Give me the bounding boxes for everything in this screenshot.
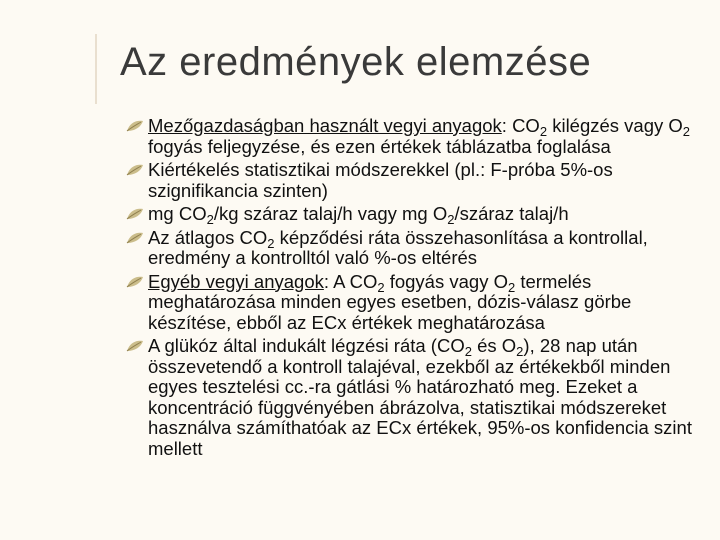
bullet-item-6: A glükóz által indukált légzési ráta ($CO_2$ és $O_2$), 28 nap után összevetendő a kontroll talajéval, ezekből az értékekből minden egyes tesztelési cc.-ra gátlási % határozható meg. Ezeket a koncentráció függvényében ábrázolva, statisztikai módszereket használva számíthatóak az ECx értékek, 95%-os konfidencia szint mellett: [126, 336, 706, 459]
bullet-item-3: mg $CO_2/kg$ száraz talaj/h vagy mg $O_2$/száraz talaj/h: [126, 204, 706, 225]
title-accent-rule: [95, 34, 97, 104]
bullet-2-text: Kiértékelés statisztikai módszerekkel (pl.: F-próba 5%-os szignifikancia szinten): [148, 159, 613, 201]
bullet-1-heading: Mezőgazdaságban használt vegyi anyagok: [148, 115, 502, 136]
leaf-bullet-icon: [126, 339, 144, 353]
leaf-bullet-icon: [126, 231, 144, 245]
bullet-list: [126, 116, 706, 462]
bullet-item-4: Az átlagos $CO_2$ képződési ráta összehasonlítása a kontrollal, eredmény a kontrolltól való %-os eltérés: [126, 228, 706, 269]
bullet-item-5: Egyéb vegyi anyagok: A $CO_2$ fogyás vagy $O_2$ termelés meghatározása minden egyes esetben, dózis-válasz görbe készítése, ebből az ECx értékek meghatározása: [126, 272, 706, 334]
leaf-bullet-icon: [126, 119, 144, 133]
bullet-5-heading: Egyéb vegyi anyagok: [148, 270, 324, 292]
bullet-item-2: [126, 160, 706, 201]
leaf-bullet-icon: [126, 275, 144, 289]
bullet-item-1: Mezőgazdaságban használt vegyi anyagok: $CO_2$ kilégzés vagy $O_2$ fogyás feljegyzése, és ezen értékek táblázatba foglalása: [126, 116, 706, 157]
slide-title: Az eredmények elemzése: [120, 40, 592, 84]
leaf-bullet-icon: [126, 207, 144, 221]
leaf-bullet-icon: [126, 163, 144, 177]
